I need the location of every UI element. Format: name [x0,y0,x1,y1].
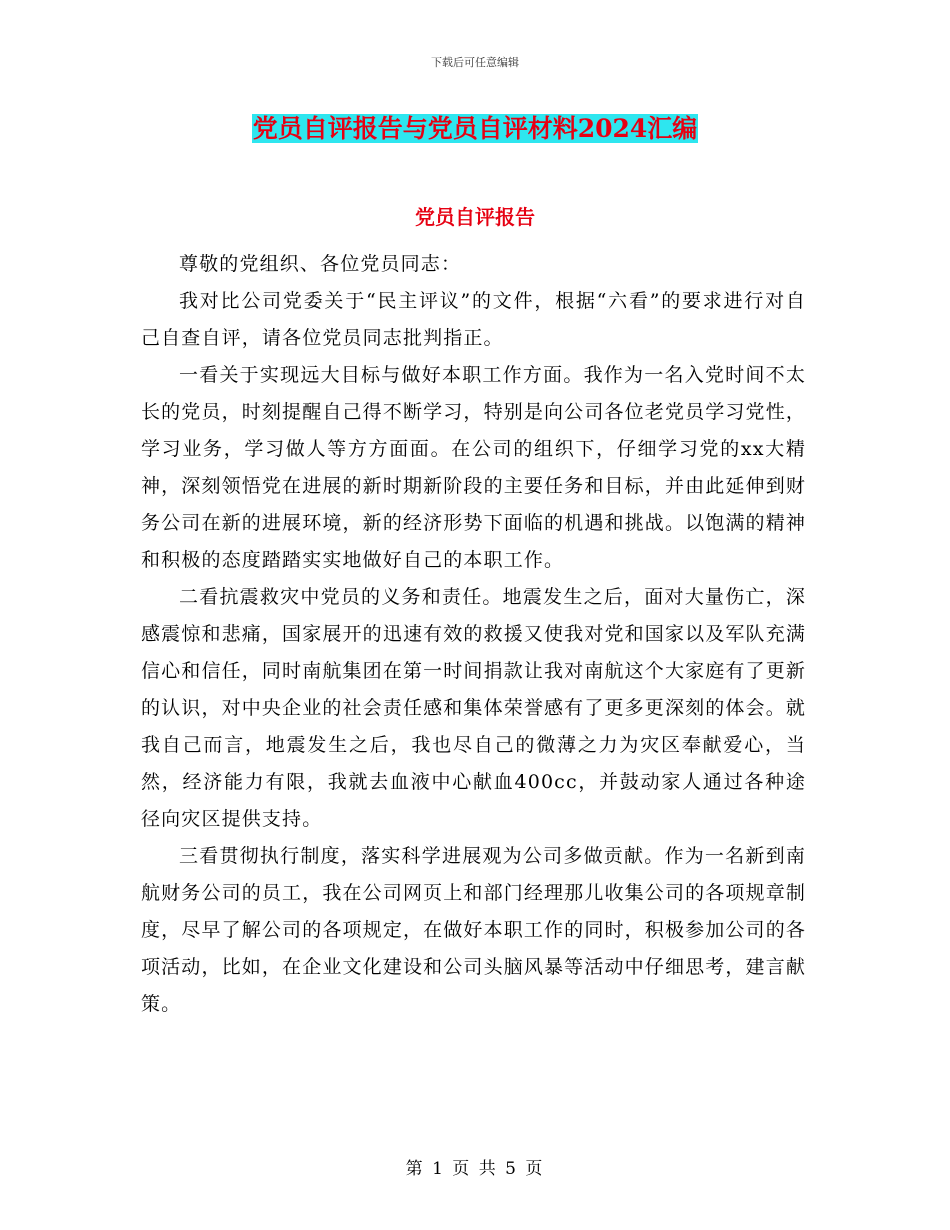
paragraph: 一看关于实现远大目标与做好本职工作方面。我作为一名入党时间不太长的党员，时刻提醒自己得不断学习，特别是向公司各位老党员学习党性，学习业务，学习做人等方方面面。在公司的组织下，仔细学习党的xx大精神，深刻领悟党在进展的新时期新阶段的主要任务和目标，并由此延伸到财务公司在新的进展环境，新的经济形势下面临的机遇和挑战。以饱满的精神和积极的态度踏踏实实地做好自己的本职工作。 [141,364,806,571]
salutation: 尊敬的党组织、各位党员同志： [179,253,462,275]
paragraph: 三看贯彻执行制度，落实科学进展观为公司多做贡献。作为一名新到南航财务公司的员工，我在公司网页上和部门经理那儿收集公司的各项规章制度，尽早了解公司的各项规定，在做好本职工作的同时，积极参加公司的各项活动，比如，在企业文化建设和公司头脑风暴等活动中仔细思考，建言献策。 [141,845,806,1015]
header-note: 下载后可任意编辑 [431,56,519,69]
paragraph: 我对比公司党委关于“民主评议”的文件，根据“六看”的要求进行对自己自查自评，请各位党员同志批判指正。 [141,290,806,349]
document-title [0,112,950,146]
document-body [141,246,806,1023]
page-footer: 第 1 页 共 5 页 [405,1159,545,1179]
document-title-text: 党员自评报告与党员自评材料2024汇编 [252,114,698,143]
paragraph: 二看抗震救灾中党员的义务和责任。地震发生之后，面对大量伤亡，深感震惊和悲痛，国家展开的迅速有效的救援又使我对党和国家以及军队充满信心和信任，同时南航集团在第一时间捐款让我对南航这个大家庭有了更新的认识，对中央企业的社会责任感和集体荣誉感有了更多更深刻的体会。就我自己而言，地震发生之后，我也尽自己的微薄之力为灾区奉献爱心，当然，经济能力有限，我就去血液中心献血400cc，并鼓动家人通过各种途径向灾区提供支持。 [141,586,806,830]
section-title: 党员自评报告 [415,205,535,229]
